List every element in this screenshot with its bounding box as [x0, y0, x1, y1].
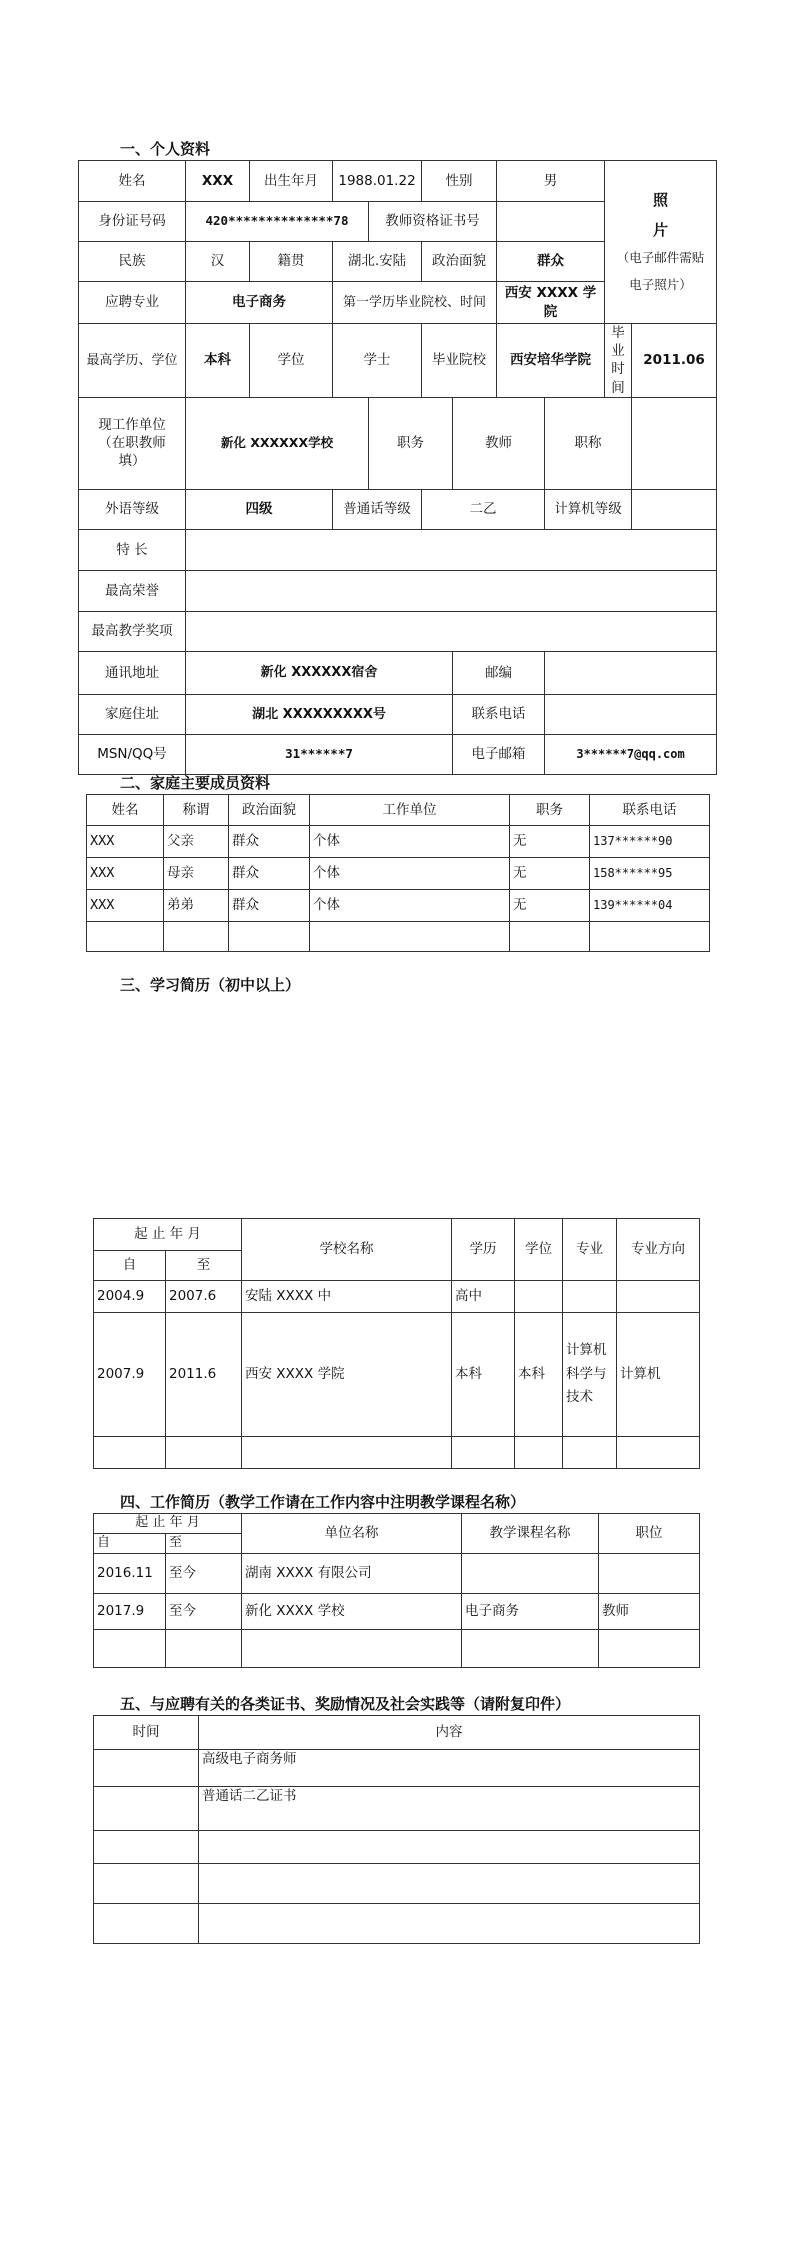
photo-text-4: 电子照片） — [629, 277, 692, 293]
address-label: 通讯地址 — [79, 651, 186, 694]
section-personal-title: 一、个人资料 — [120, 140, 211, 158]
honor-value — [186, 570, 717, 611]
major-value: 电子商务 — [186, 282, 333, 324]
native-label: 籍贯 — [250, 242, 333, 282]
phone-value — [545, 694, 717, 734]
family-relation: 弟弟 — [164, 890, 229, 922]
table-row — [94, 1787, 700, 1831]
msn-value: 31******7 — [186, 734, 453, 774]
zip-value — [545, 651, 717, 694]
honor-label: 最高荣誉 — [79, 570, 186, 611]
study-degree — [515, 1437, 563, 1469]
family-relation — [164, 922, 229, 952]
work-to: 至今 — [166, 1594, 242, 1630]
family-political: 群众 — [229, 858, 310, 890]
work-course: 电子商务 — [462, 1594, 599, 1630]
family-phone — [590, 922, 710, 952]
degree-value: 学士 — [333, 324, 422, 398]
family-political: 群众 — [229, 890, 310, 922]
work-unit-label-line-2: （在职教师 — [98, 435, 166, 452]
study-edu — [452, 1437, 515, 1469]
study-school: 西安 XXXX 学院 — [242, 1313, 452, 1437]
birth-value: 1988.01.22 — [333, 161, 422, 202]
study-edu: 本科 — [452, 1313, 515, 1437]
cert-content — [199, 1864, 700, 1904]
first-school-value: 西安 XXXX 学院 — [497, 282, 605, 324]
mandarin-value: 二乙 — [422, 489, 545, 529]
specialty-value — [186, 529, 717, 570]
family-unit: 个体 — [310, 890, 510, 922]
work-table — [93, 1513, 700, 1668]
table-row — [87, 890, 710, 922]
work-to-label: 至 — [166, 1534, 242, 1554]
family-header-name: 姓名 — [87, 795, 164, 826]
work-post: 教师 — [599, 1594, 700, 1630]
id-label: 身份证号码 — [79, 202, 186, 242]
study-major — [563, 1281, 617, 1313]
study-edu: 高中 — [452, 1281, 515, 1313]
study-from: 2007.9 — [94, 1313, 166, 1437]
cert-time — [94, 1904, 199, 1944]
major-label: 应聘专业 — [79, 282, 186, 324]
political-value: 群众 — [497, 242, 605, 282]
name-value: XXX — [186, 161, 250, 202]
work-unit-value: 新化 XXXXXX学校 — [186, 397, 369, 489]
section-work-title: 四、工作简历（教学工作请在工作内容中注明教学课程名称） — [120, 1493, 526, 1511]
grad-time-label: 毕业时间 — [605, 324, 632, 398]
table-row — [94, 1281, 700, 1313]
work-course-label: 教学课程名称 — [462, 1514, 599, 1554]
lang-label: 外语等级 — [79, 489, 186, 529]
table-row — [94, 1864, 700, 1904]
study-to: 2007.6 — [166, 1281, 242, 1313]
email-value: 3******7@qq.com — [545, 734, 717, 774]
family-name: XXX — [87, 826, 164, 858]
photo-text-3: （电子邮件需贴 — [616, 250, 705, 266]
cert-content: 普通话二乙证书 — [199, 1787, 700, 1831]
native-value: 湖北.安陆 — [333, 242, 422, 282]
table-row — [94, 1750, 700, 1787]
study-direction-label: 专业方向 — [617, 1219, 700, 1281]
award-value — [186, 611, 717, 651]
title-label: 职称 — [545, 397, 632, 489]
table-row — [94, 1831, 700, 1864]
study-school-label: 学校名称 — [242, 1219, 452, 1281]
study-degree: 本科 — [515, 1313, 563, 1437]
grad-time-value: 2011.06 — [632, 324, 717, 398]
family-name: XXX — [87, 890, 164, 922]
table-row — [87, 826, 710, 858]
edu-value: 本科 — [186, 324, 250, 398]
family-phone: 139******04 — [590, 890, 710, 922]
study-degree — [515, 1281, 563, 1313]
zip-label: 邮编 — [453, 651, 545, 694]
cert-time — [94, 1750, 199, 1787]
computer-label: 计算机等级 — [545, 489, 632, 529]
cert-content — [199, 1831, 700, 1864]
position-value: 教师 — [453, 397, 545, 489]
family-name: XXX — [87, 858, 164, 890]
cert-time — [94, 1864, 199, 1904]
position-label: 职务 — [369, 397, 453, 489]
family-post: 无 — [510, 890, 590, 922]
ethnic-label: 民族 — [79, 242, 186, 282]
study-period-label: 起 止 年 月 — [94, 1219, 242, 1251]
family-table — [86, 794, 710, 952]
cert-content — [199, 1904, 700, 1944]
table-row — [94, 1313, 700, 1437]
cert-time — [94, 1831, 199, 1864]
study-school: 安陆 XXXX 中 — [242, 1281, 452, 1313]
family-political — [229, 922, 310, 952]
section-certs-title: 五、与应聘有关的各类证书、奖励情况及社会实践等（请附复印件） — [120, 1695, 571, 1713]
gender-value: 男 — [497, 161, 605, 202]
table-row — [87, 922, 710, 952]
mandarin-label: 普通话等级 — [333, 489, 422, 529]
home-label: 家庭住址 — [79, 694, 186, 734]
family-header-political: 政治面貌 — [229, 795, 310, 826]
first-school-label: 第一学历毕业院校、时间 — [333, 282, 497, 324]
family-phone: 158******95 — [590, 858, 710, 890]
cert-time — [94, 1787, 199, 1831]
study-to — [166, 1437, 242, 1469]
table-row — [87, 858, 710, 890]
family-post: 无 — [510, 826, 590, 858]
work-to — [166, 1630, 242, 1668]
work-unit: 湖南 XXXX 有限公司 — [242, 1554, 462, 1594]
degree-label: 学位 — [250, 324, 333, 398]
photo-box — [605, 161, 717, 324]
study-major — [563, 1437, 617, 1469]
section-study-title: 三、学习简历（初中以上） — [120, 976, 301, 994]
family-header-phone: 联系电话 — [590, 795, 710, 826]
work-from: 2017.9 — [94, 1594, 166, 1630]
work-period-label: 起 止 年 月 — [94, 1514, 242, 1534]
family-unit — [310, 922, 510, 952]
work-unit-label-line-3: 填） — [118, 453, 146, 470]
personal-info-table — [78, 160, 717, 775]
name-label: 姓名 — [79, 161, 186, 202]
family-phone: 137******90 — [590, 826, 710, 858]
work-unit-label: 单位名称 — [242, 1514, 462, 1554]
work-unit — [242, 1630, 462, 1668]
study-major-label: 专业 — [563, 1219, 617, 1281]
msn-label: MSN/QQ号 — [79, 734, 186, 774]
study-from — [94, 1437, 166, 1469]
work-unit-label — [79, 397, 186, 489]
award-label: 最高教学奖项 — [79, 611, 186, 651]
family-relation: 母亲 — [164, 858, 229, 890]
photo-text-1: 照 — [653, 190, 669, 209]
family-header-relation: 称谓 — [164, 795, 229, 826]
email-label: 电子邮箱 — [453, 734, 545, 774]
family-header-unit: 工作单位 — [310, 795, 510, 826]
work-unit: 新化 XXXX 学校 — [242, 1594, 462, 1630]
table-row — [94, 1630, 700, 1668]
study-edu-label: 学历 — [452, 1219, 515, 1281]
computer-value — [632, 489, 717, 529]
study-to: 2011.6 — [166, 1313, 242, 1437]
work-from: 2016.11 — [94, 1554, 166, 1594]
table-row — [94, 1594, 700, 1630]
certs-content-label: 内容 — [199, 1716, 700, 1750]
certs-time-label: 时间 — [94, 1716, 199, 1750]
home-value: 湖北 XXXXXXXXX号 — [186, 694, 453, 734]
work-post — [599, 1630, 700, 1668]
family-header-post: 职务 — [510, 795, 590, 826]
table-row — [94, 1554, 700, 1594]
study-table — [93, 1218, 700, 1469]
family-relation: 父亲 — [164, 826, 229, 858]
phone-label: 联系电话 — [453, 694, 545, 734]
work-unit-label-line-1: 现工作单位 — [98, 417, 166, 434]
grad-school-value: 西安培华学院 — [497, 324, 605, 398]
edu-label: 最高学历、学位 — [79, 324, 186, 398]
work-course — [462, 1630, 599, 1668]
table-row — [94, 1437, 700, 1469]
family-post — [510, 922, 590, 952]
gender-label: 性别 — [422, 161, 497, 202]
study-direction: 计算机 — [617, 1313, 700, 1437]
grad-school-label: 毕业院校 — [422, 324, 497, 398]
cert-label: 教师资格证书号 — [369, 202, 497, 242]
work-from — [94, 1630, 166, 1668]
family-political: 群众 — [229, 826, 310, 858]
study-direction — [617, 1281, 700, 1313]
cert-content: 高级电子商务师 — [199, 1750, 700, 1787]
work-to: 至今 — [166, 1554, 242, 1594]
birth-label: 出生年月 — [250, 161, 333, 202]
work-post-label: 职位 — [599, 1514, 700, 1554]
family-unit: 个体 — [310, 858, 510, 890]
study-degree-label: 学位 — [515, 1219, 563, 1281]
study-from-label: 自 — [94, 1251, 166, 1281]
study-direction — [617, 1437, 700, 1469]
table-row — [94, 1904, 700, 1944]
family-unit: 个体 — [310, 826, 510, 858]
title-value — [632, 397, 717, 489]
work-course — [462, 1554, 599, 1594]
cert-value — [497, 202, 605, 242]
family-name — [87, 922, 164, 952]
study-school — [242, 1437, 452, 1469]
certs-table — [93, 1715, 700, 1944]
work-from-label: 自 — [94, 1534, 166, 1554]
study-major: 计算机科学与技术 — [563, 1313, 617, 1437]
study-to-label: 至 — [166, 1251, 242, 1281]
id-value: 420**************78 — [186, 202, 369, 242]
family-post: 无 — [510, 858, 590, 890]
specialty-label: 特 长 — [79, 529, 186, 570]
address-value: 新化 XXXXXX宿舍 — [186, 651, 453, 694]
lang-value: 四级 — [186, 489, 333, 529]
work-post — [599, 1554, 700, 1594]
study-from: 2004.9 — [94, 1281, 166, 1313]
ethnic-value: 汉 — [186, 242, 250, 282]
section-family-title: 二、家庭主要成员资料 — [120, 774, 271, 792]
political-label: 政治面貌 — [422, 242, 497, 282]
photo-text-2: 片 — [653, 221, 669, 240]
